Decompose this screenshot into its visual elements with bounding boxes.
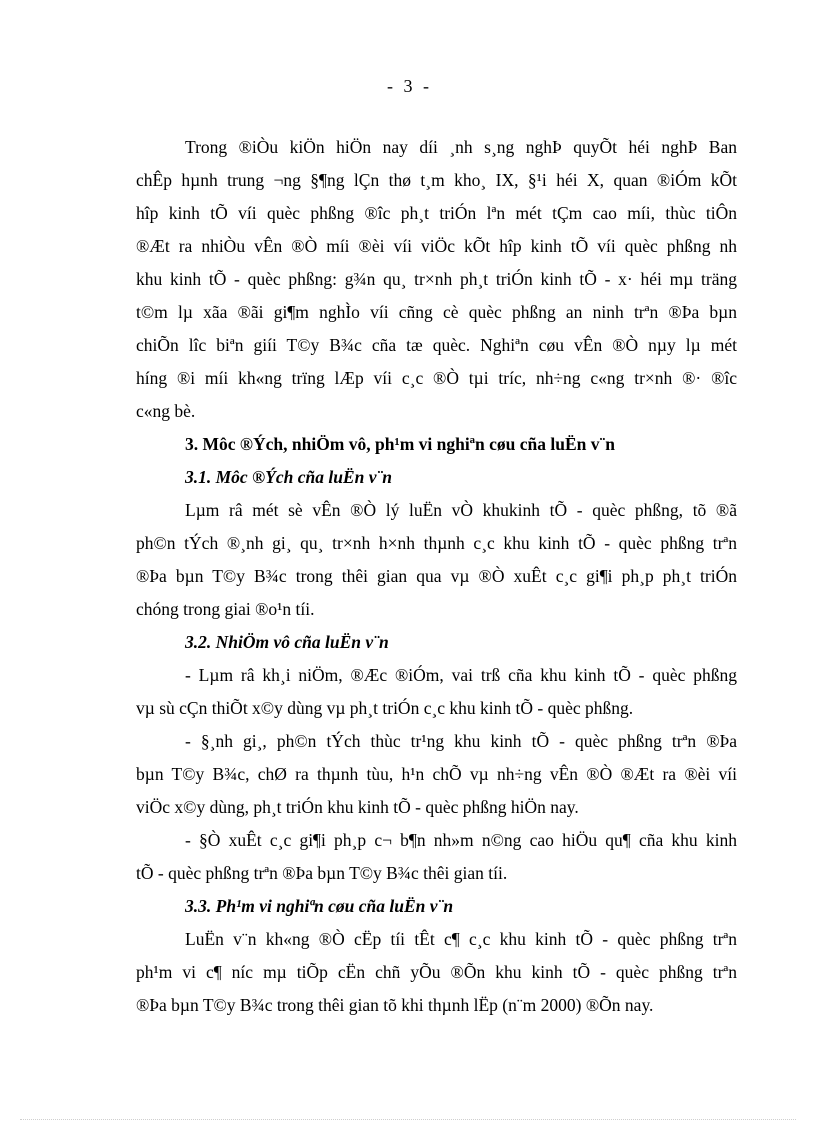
paragraph-line: chóng trong giai ®o¹n tíi.	[136, 599, 315, 619]
list-item-line: - §¸nh gi¸, ph©n tÝch thùc tr¹ng khu kinh tÕ - quèc phßng trªn ®Þa	[185, 731, 737, 751]
subsection-heading: 3.3. Ph¹m vi nghiªn cøu cña luËn v¨n	[185, 896, 454, 916]
paragraph-line: t©m lµ xãa ®ãi gi¶m nghÌo víi cñng cè quèc phßng an ninh trªn ®Þa bµn	[136, 302, 737, 322]
list-item-line: tÕ - quèc phßng trªn ®Þa bµn T©y B¾c thêi gian tíi.	[136, 863, 508, 883]
page-bottom-divider	[20, 1119, 796, 1120]
paragraph-line: hîp kinh tÕ víi quèc phßng ®îc ph¸t triÓn lªn mét tÇm cao míi, thùc tiÔn	[136, 203, 737, 223]
paragraph-line: ph©n tÝch ®¸nh gi¸ qu¸ tr×nh h×nh thµnh c¸c khu kinh tÕ - quèc phßng trªn	[136, 533, 737, 553]
paragraph-line: Lµm râ mét sè vÊn ®Ò lý luËn vÒ khukinh tÕ - quèc phßng, tõ ®ã	[185, 500, 737, 520]
paragraph-line: ®Æt ra nhiÒu vÊn ®Ò míi ®èi víi viÖc kÕt hîp kinh tÕ víi quèc phßng nh	[136, 236, 737, 256]
subsection-heading: 3.1. Môc ®Ých cña luËn v¨n	[185, 467, 393, 487]
paragraph-line: c«ng bè.	[136, 401, 196, 421]
list-item-line: viÖc x©y dùng, ph¸t triÓn khu kinh tÕ - quèc phßng hiÖn nay.	[136, 797, 579, 817]
paragraph-line: khu kinh tÕ - quèc phßng: g¾n qu¸ tr×nh ph¸t triÓn kinh tÕ - x· héi mµ träng	[136, 269, 737, 289]
paragraph-line: Trong ®iÒu kiÖn hiÖn nay díi ¸nh s¸ng nghÞ quyÕt héi nghÞ Ban	[185, 137, 737, 157]
section-heading: 3. Môc ®Ých, nhiÖm vô, ph¹m vi nghiªn cøu cña luËn v¨n	[185, 434, 616, 454]
paragraph-line: ®Þa bµn T©y B¾c trong thêi gian qua vµ ®Ò xuÊt c¸c gi¶i ph¸p ph¸t triÓn	[136, 566, 737, 586]
list-item-line: - Lµm râ kh¸i niÖm, ®Æc ®iÓm, vai trß cña khu kinh tÕ - quèc phßng	[185, 665, 737, 685]
paragraph-line: ®Þa bµn T©y B¾c trong thêi gian tõ khi thµnh lËp (n¨m 2000) ®Õn nay.	[136, 995, 654, 1015]
paragraph-line: híng ®i míi kh«ng trïng lÆp víi c¸c ®Ò tµi tríc, nh÷ng c«ng tr×nh ®· ®îc	[136, 368, 737, 388]
paragraph-line: LuËn v¨n kh«ng ®Ò cËp tíi tÊt c¶ c¸c khu kinh tÕ - quèc phßng trªn	[185, 929, 737, 949]
paragraph-line: ph¹m vi c¶ níc mµ tiÕp cËn chñ yÕu ®Õn khu kinh tÕ - quèc phßng trªn	[136, 962, 737, 982]
paragraph-line: chÊp hµnh trung ¬ng §¶ng lÇn thø t¸m kho¸ IX, §¹i héi X, quan ®iÓm kÕt	[136, 170, 737, 190]
list-item-line: - §Ò xuÊt c¸c gi¶i ph¸p c¬ b¶n nh»m n©ng cao hiÖu qu¶ cña khu kinh	[185, 830, 737, 850]
list-item-line: bµn T©y B¾c, chØ ra thµnh tùu, h¹n chÕ vµ nh÷ng vÊn ®Ò ®Æt ra ®èi víi	[136, 764, 737, 784]
page-number: - 3 -	[387, 76, 429, 96]
paragraph-line: chiÕn lîc biªn giíi T©y B¾c cña tæ quèc. Nghiªn cøu vÊn ®Ò nµy lµ mét	[136, 335, 737, 355]
list-item-line: vµ sù cÇn thiÕt x©y dùng vµ ph¸t triÓn c¸c khu kinh tÕ - quèc phßng.	[136, 698, 634, 718]
subsection-heading: 3.2. NhiÖm vô cña luËn v¨n	[185, 632, 389, 652]
